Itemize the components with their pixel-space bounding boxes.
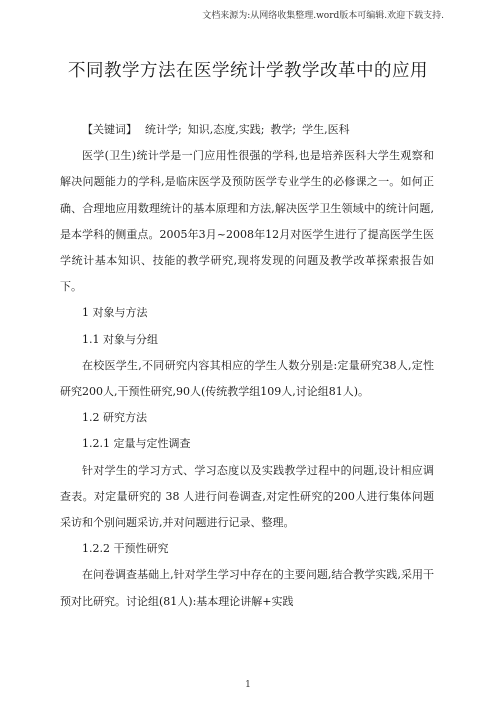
document-title: 不同教学方法在医学统计学教学改革中的应用 xyxy=(68,61,428,81)
subsubsection-heading: 1.2.1 定量与定性调查 xyxy=(82,437,191,451)
section-heading: 1 对象与方法 xyxy=(82,306,148,320)
keyword: 学生,医科 xyxy=(302,123,350,136)
paragraph-subjects: 在校医学生,不同研究内容其相应的学生人数分别是:定量研究38人,定性研究200人,干预性研究,90人(传统教学组109人,讨论组81人)。 xyxy=(60,358,434,399)
subsection-heading: 1.1 对象与分组 xyxy=(82,332,158,346)
keywords-line xyxy=(60,117,434,143)
keyword: 知识,态度,实践; xyxy=(187,123,265,136)
page-number: 1 xyxy=(245,680,251,690)
subsubsection-heading: 1.2.2 干预性研究 xyxy=(82,542,169,556)
paragraph-intervention: 在问卷调查基础上,针对学生学习中存在的主要问题,结合教学实践,采用干预对比研究。讨论组(81人):基本理论讲解+实践 xyxy=(60,568,434,608)
keywords-label: 【关键词】 xyxy=(82,123,137,136)
source-notice: 文档来源为:从网络收集整理.word版本可编辑.欢迎下载支持. xyxy=(202,11,444,21)
keyword: 教学; xyxy=(270,123,297,136)
keyword: 统计学; xyxy=(145,123,182,136)
subsection-heading: 1.2 研究方法 xyxy=(82,411,147,425)
paragraph-survey: 针对学生的学习方式、学习态度以及实践教学过程中的问题,设计相应调查表。对定量研究的 38 人进行问卷调查,对定性研究的200人进行集体问题采访和个别问题采访,并对问题进行记录、整理。 xyxy=(60,463,434,530)
document-body xyxy=(60,117,434,615)
paragraph-intro: 医学(卫生)统计学是一门应用性很强的学科,也是培养医科大学生观察和解决问题能力的学科,是临床医学及预防医学专业学生的必修课之一。如何正确、合理地应用数理统计的基本原理和方法,解决医学卫生领域中的统计问题,是本学科的侧重点。2005年3月~2008年12月对医学生进行了提高医学生医学统计基本知识、技能的教学研究,现将发现的问题及教学改革探索报告如下。 xyxy=(60,149,434,294)
